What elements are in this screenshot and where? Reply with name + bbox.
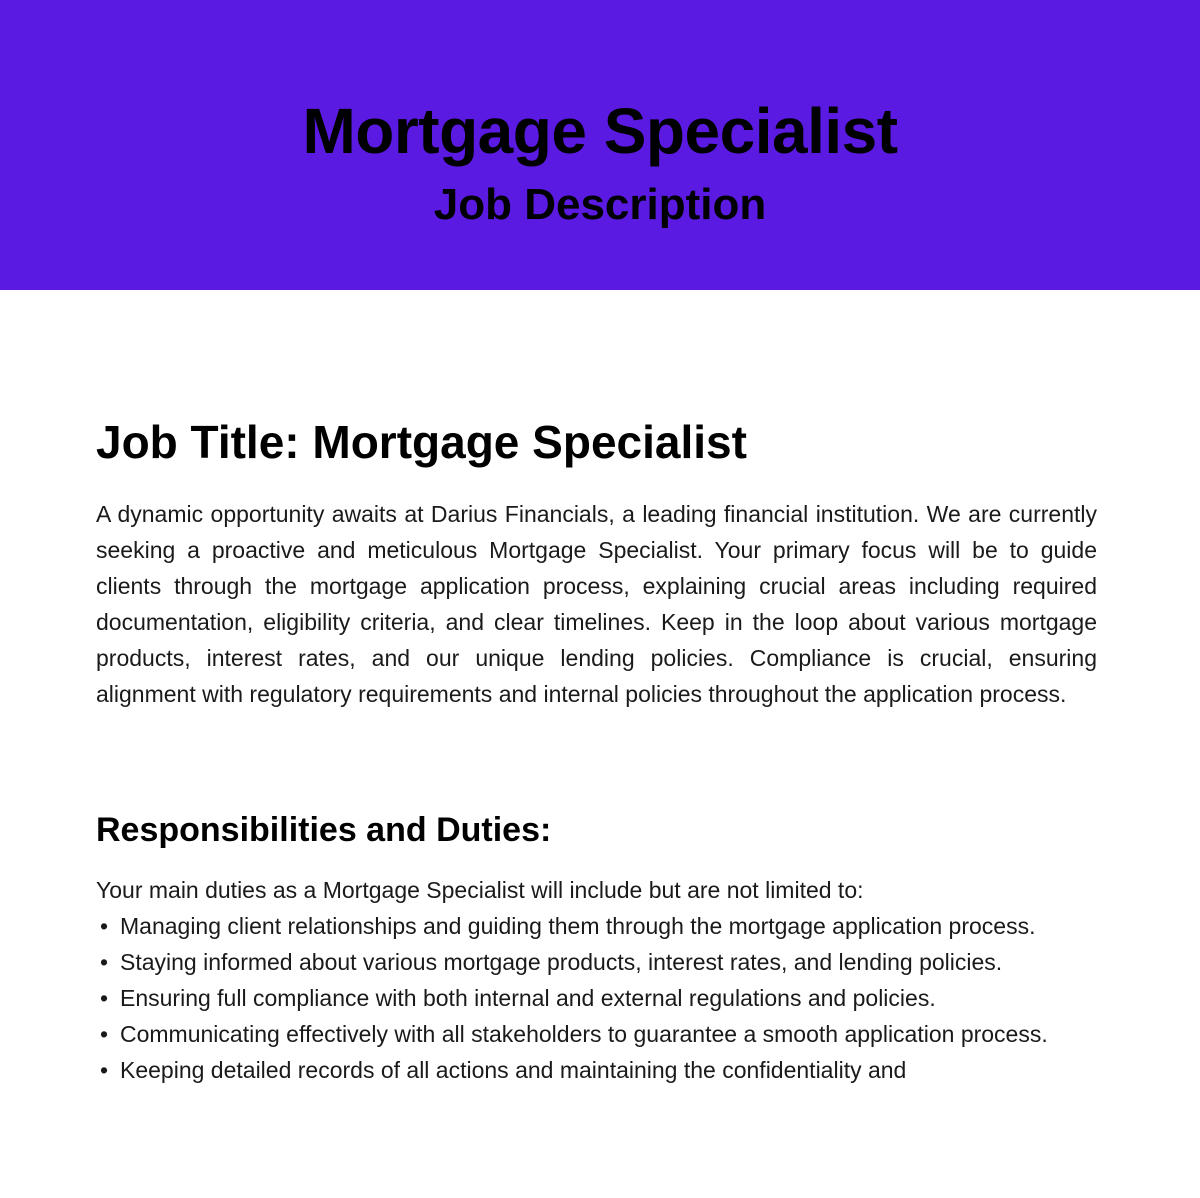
header-banner bbox=[0, 0, 1200, 290]
list-item-text: Keeping detailed records of all actions and maintaining the confidentiality and bbox=[120, 1057, 907, 1083]
list-item bbox=[96, 908, 1073, 944]
bullet-icon: • bbox=[100, 1057, 109, 1083]
list-item bbox=[96, 944, 1073, 980]
list-item-text: Ensuring full compliance with both internal and external regulations and policies. bbox=[120, 985, 936, 1011]
bullet-icon: • bbox=[100, 913, 109, 939]
intro-paragraph: A dynamic opportunity awaits at Darius Financials, a leading financial institution. We are currently seeking a proactive and meticulous Mortgage Specialist. Your primary focus will be to guide clients through the mortgage application process, explaining crucial areas including required documentation, eligibility criteria, and clear timelines. Keep in the loop about various mortgage products, interest rates, and our unique lending policies. Compliance is crucial, ensuring alignment with regulatory requirements and internal policies throughout the application process. bbox=[96, 501, 1097, 707]
bullet-icon: • bbox=[100, 985, 109, 1011]
document-title: Mortgage Specialist bbox=[302, 95, 898, 167]
list-item-text: Managing client relationships and guiding them through the mortgage application process. bbox=[120, 913, 1036, 939]
bullet-icon: • bbox=[100, 1021, 109, 1047]
list-item-text: Staying informed about various mortgage products, interest rates, and lending policies. bbox=[120, 949, 1003, 975]
job-title-heading: Job Title: Mortgage Specialist bbox=[96, 416, 747, 468]
list-item bbox=[96, 1016, 1073, 1052]
list-item bbox=[96, 980, 1073, 1016]
document-subtitle: Job Description bbox=[433, 180, 767, 229]
responsibilities-heading: Responsibilities and Duties: bbox=[96, 811, 552, 849]
responsibilities-list bbox=[96, 908, 1073, 1088]
bullet-icon: • bbox=[100, 949, 109, 975]
list-item-text: Communicating effectively with all stakeholders to guarantee a smooth application process. bbox=[120, 1021, 1048, 1047]
responsibilities-intro: Your main duties as a Mortgage Specialist will include but are not limited to: bbox=[96, 877, 864, 903]
list-item bbox=[96, 1052, 1073, 1088]
